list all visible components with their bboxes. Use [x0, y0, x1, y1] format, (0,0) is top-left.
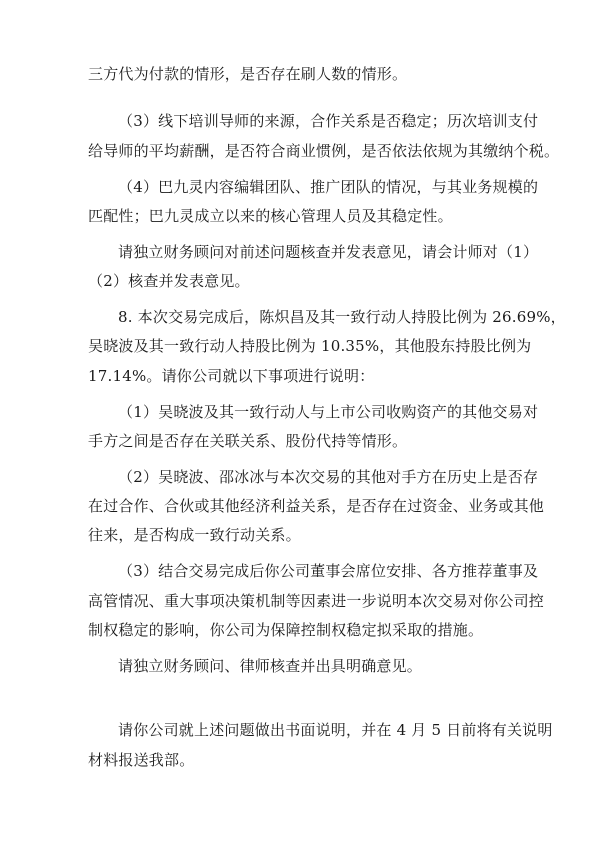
- text-line: 手方之间是否存在关联关系、股份代持等情形。: [88, 432, 408, 450]
- text-line: 匹配性；巴九灵成立以来的核心管理人员及其稳定性。: [88, 207, 453, 225]
- text-line: 吴晓波及其一致行动人持股比例为 10.35%，其他股东持股比例为: [88, 337, 532, 355]
- text-line: 请独立财务顾问、律师核查并出具明确意见。: [118, 657, 423, 675]
- text-line: 17.14%。请你公司就以下事项进行说明：: [88, 367, 375, 385]
- text-line: （4）巴九灵内容编辑团队、推广团队的情况，与其业务规模的: [118, 178, 539, 196]
- text-line: 材料报送我部。: [88, 751, 195, 769]
- text-line: 在过合作、合伙或其他经济利益关系，是否存在过资金、业务或其他: [88, 497, 545, 515]
- text-line: （2）核查并发表意见。: [88, 272, 250, 290]
- text-line: （2）吴晓波、邵冰冰与本次交易的其他对手方在历史上是否存: [118, 468, 539, 486]
- text-line: 高管情况、重大事项决策机制等因素进一步说明本次交易对你公司控: [88, 592, 545, 610]
- text-line: （3）线下培训导师的来源，合作关系是否稳定；历次培训支付: [118, 112, 539, 130]
- text-line: （3）结合交易完成后你公司董事会席位安排、各方推荐董事及: [118, 562, 539, 580]
- text-line: （1）吴晓波及其一致行动人与上市公司收购资产的其他交易对: [118, 403, 539, 421]
- text-line: 8. 本次交易完成后，陈炽昌及其一致行动人持股比例为 26.69%，: [118, 308, 566, 326]
- text-line: 请你公司就上述问题做出书面说明，并在 4 月 5 日前将有关说明: [118, 721, 553, 739]
- text-line: 给导师的平均薪酬，是否符合商业惯例，是否依法依规为其缴纳个税。: [88, 142, 560, 160]
- text-line: 请独立财务顾问对前述问题核查并发表意见，请会计师对（1）: [118, 243, 539, 261]
- text-line: 制权稳定的影响，你公司为保障控制权稳定拟采取的措施。: [88, 621, 484, 639]
- text-line: 三方代为付款的情形，是否存在刷人数的情形。: [88, 65, 408, 83]
- text-line: 往来，是否构成一致行动关系。: [88, 526, 301, 544]
